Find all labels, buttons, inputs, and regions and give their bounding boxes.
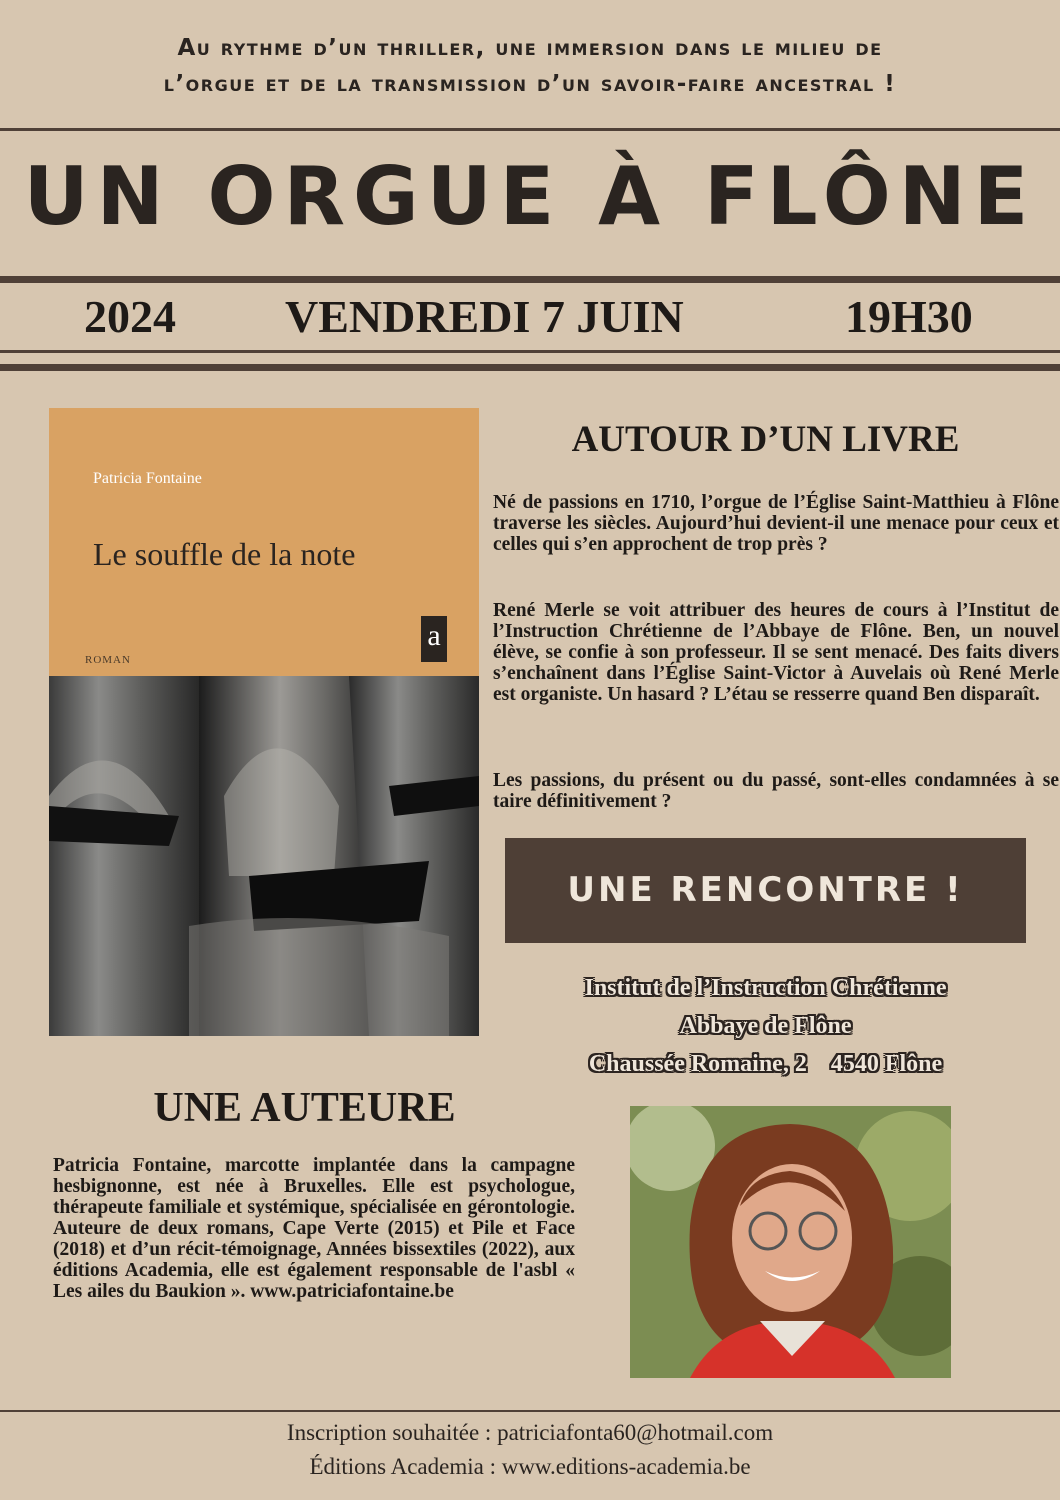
main-title: UN ORGUE À FLÔNE [23,150,1037,243]
livre-heading: AUTOUR D’UN LIVRE [571,419,960,460]
auteure-bio: Patricia Fontaine, marcotte implantée dans la campagne hesbignonne, est née à Bruxelles. Elle est psychologue, thérapeute familiale et systémique, spécialisée en gérontologie. Auteure de deux romans, Cape Verte (2015) et Pile et Face (2018) et d’un récit-témoignage, Années bissextiles (2022), aux éditions Academia, elle est également responsable de l'asbl « Les ailes du Baukion ». www.patriciafontaine.be [53,1155,575,1302]
livre-paragraph-3: Les passions, du présent ou du passé, sont-elles condamnées à se taire définitivement ? [493,770,1059,812]
livre-paragraph-1: Né de passions en 1710, l’orgue de l’Église Saint-Matthieu à Flône traverse les siècles. Aujourd’hui devient-il une menace pour ceux et celles qui s’en approchent de trop près ? [493,492,1059,555]
venue-line-1: Institut de l’Instruction Chrétienne [584,975,947,1001]
divider-thick-2 [0,364,1060,371]
cover-genre: ROMAN [85,654,131,666]
venue-line-2: Abbaye de Flône [679,1013,852,1039]
divider-footer [0,1410,1060,1412]
tagline [0,30,1060,102]
tagline-line-2: l’orgue et de la transmission d’un savoir-faire ancestral ! [163,71,897,97]
footer-publisher: Éditions Academia : www.editions-academia.be [309,1454,751,1479]
divider-thin [0,350,1060,353]
publisher-logo: a [421,616,447,662]
footer-registration: Inscription souhaitée : patriciafonta60@hotmail.com [286,1420,774,1445]
cover-author: Patricia Fontaine [93,470,202,487]
venue-line-3: Chaussée Romaine, 2 4540 Flône [588,1051,943,1077]
rencontre-banner: UNE RENCONTRE ! [505,838,1026,943]
auteure-heading: UNE AUTEURE [153,1085,456,1131]
event-time: 19H30 [845,291,973,342]
event-year: 2024 [84,291,176,342]
book-cover [49,408,479,1036]
author-portrait [630,1106,951,1378]
organ-pipes-image [49,676,479,1036]
divider-top [0,128,1060,131]
livre-paragraph-2: René Merle se voit attribuer des heures de cours à l’Institut de l’Instruction Chrétienne de l’Abbaye de Flône. Ben, un nouvel élève, se confie à son professeur. Il se sent menacé. Des faits divers s’enchaînent dans l’Église Saint-Victor à Auvelais où René Merle est organiste. Un hasard ? L’étau se resserre quand Ben disparaît. [493,600,1059,705]
tagline-line-1: Au rythme d’un thriller, une immersion dans le milieu de [177,35,883,61]
event-day: VENDREDI 7 JUIN [285,291,684,342]
divider-thick-1 [0,276,1060,283]
cover-title: Le souffle de la note [93,536,356,572]
